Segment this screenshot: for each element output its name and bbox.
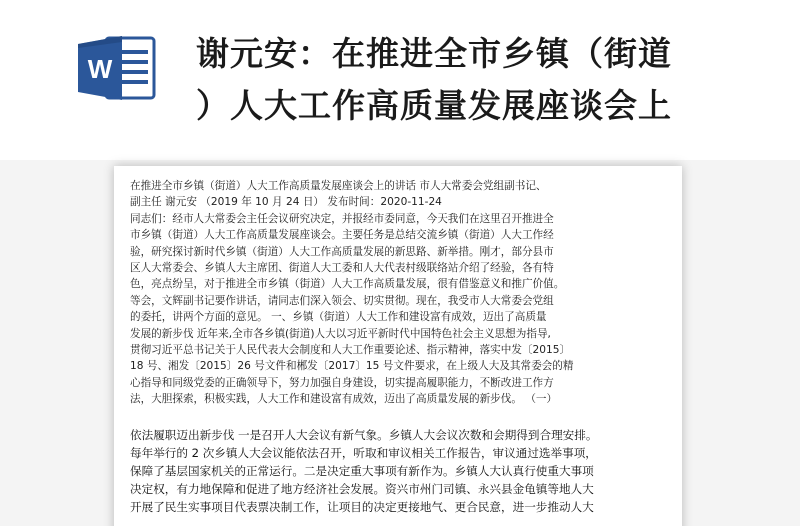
- document-line: 保障了基层国家机关的正常运行。二是决定重大事项有新作为。乡镇人大认真行使重大事项: [130, 464, 594, 478]
- title-line-1: 谢元安：在推进全市乡镇（街道: [196, 34, 672, 73]
- document-body-continued: [130, 426, 670, 516]
- document-line: 开展了民生实事项目代表票决制工作，让项目的决定更接地气、更合民意，进一步推动人大: [130, 500, 594, 514]
- document-line: 在推进全市乡镇（街道）人大工作高质量发展座谈会上的讲话 市人大常委会党组副书记、: [130, 180, 547, 192]
- document-page: [114, 166, 682, 526]
- document-line: 法，大胆探索，积极实践，人大工作和建设富有成效，迈出了高质量发展的新步伐。 （一）: [130, 393, 558, 406]
- document-line: 等会，文辉副书记要作讲话，请同志们深入领会、切实贯彻。现在，我受市人大常委会党组: [130, 294, 554, 307]
- document-line: 同志们：经市人大常委会主任会议研究决定，并报经市委同意，今天我们在这里召开推进全: [130, 212, 554, 225]
- document-line: 决定权，有力地保障和促进了地方经济社会发展。资兴市州门司镇、永兴县金龟镇等地人大: [130, 482, 594, 496]
- document-line: 心指导和同级党委的正确领导下，努力加强自身建设，切实提高履职能力，不断改进工作方: [130, 376, 554, 389]
- word-document-icon: [76, 34, 158, 102]
- word-logo-letter: W: [87, 54, 113, 84]
- document-line: 区人大常委会、乡镇人大主席团、街道人大工委和人大代表村级联络站介绍了经验，各有特: [130, 262, 554, 275]
- document-line: 18 号、湘发〔2015〕26 号文件和郴发〔2017〕15 号文件要求，在上级人大及其常委会的精: [130, 360, 574, 373]
- document-line: 副主任 谢元安 （2019 年 10 月 24 日） 发布时间：2020-11-24: [130, 196, 442, 209]
- header-banner: [0, 0, 800, 160]
- document-line: 的委托，讲两个方面的意见。 一、乡镇（街道）人大工作和建设富有成效，迈出了高质量: [130, 311, 547, 324]
- document-line: 依法履职迈出新步伐 一是召开人大会议有新气象。乡镇人大会议次数和会期得到合理安排。: [130, 428, 598, 442]
- title-line-2: ）人大工作高质量发展座谈会上: [196, 86, 672, 125]
- document-line: 发展的新步伐 近年来,全市各乡镇(街道)人大以习近平新时代中国特色社会主义思想为指导,: [130, 327, 551, 340]
- document-line: 色，亮点纷呈，对于推进全市乡镇（街道）人大工作高质量发展，很有借鉴意义和推广价值。: [130, 278, 565, 291]
- document-line: 市乡镇（街道）人大工作高质量发展座谈会。主要任务是总结交流乡镇（街道）人大工作经: [130, 229, 554, 242]
- document-line: 验，研究探讨新时代乡镇（街道）人大工作高质量发展的新思路、新举措。刚才，部分县市: [130, 245, 554, 258]
- document-line: 每年举行的 2 次乡镇人大会议能依法召开，听取和审议相关工作报告，审议通过选举事项，: [130, 446, 597, 460]
- document-line: 贯彻习近平总书记关于人民代表大会制度和人大工作重要论述、指示精神，落实中发〔2015〕: [130, 344, 571, 357]
- document-body: [130, 178, 666, 408]
- page-title: [196, 28, 756, 132]
